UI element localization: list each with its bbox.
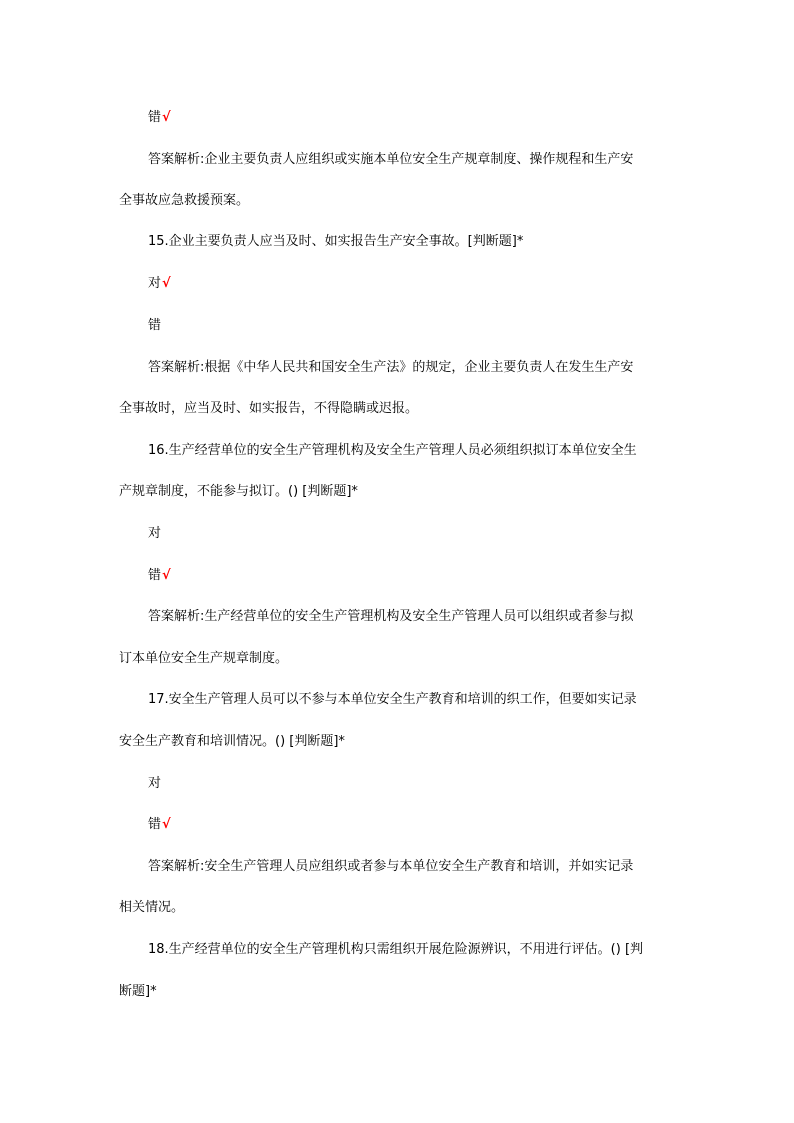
check-mark-icon: √ — [162, 568, 171, 583]
question-17-line-2: 安全生产教育和培训情况。() [判断题]* — [119, 734, 345, 749]
option-right: 对 — [148, 776, 162, 791]
answer-explanation-15-line-1: 答案解析:根据《中华人民共和国安全生产法》的规定，企业主要负责人在发生生产安 — [148, 360, 634, 375]
question-17-line-1: 17.安全生产管理人员可以不参与本单位安全生产教育和培训的织工作，但要如实记录 — [148, 692, 637, 707]
answer-explanation-17-line-2: 相关情况。 — [119, 900, 185, 915]
option-wrong-selected — [148, 108, 679, 128]
option-wrong-selected — [148, 815, 679, 835]
check-mark-icon: √ — [162, 817, 171, 832]
check-mark-icon: √ — [162, 110, 171, 125]
question-16-line-2: 产规章制度，不能参与拟订。() [判断题]* — [119, 484, 358, 499]
option-label: 错 — [148, 110, 162, 125]
answer-explanation-16-line-1: 答案解析:生产经营单位的安全生产管理机构及安全生产管理人员可以组织或者参与拟 — [148, 609, 634, 624]
answer-explanation-15-line-2: 全事故时，应当及时、如实报告，不得隐瞒或迟报。 — [119, 401, 419, 416]
question-18-line-1: 18.生产经营单位的安全生产管理机构只需组织开展危险源辨识，不用进行评估。() [判 — [148, 942, 644, 957]
option-wrong-selected — [148, 566, 679, 586]
option-right-selected — [148, 274, 679, 294]
question-16-line-1: 16.生产经营单位的安全生产管理机构及安全生产管理人员必须组织拟订本单位安全生 — [148, 443, 637, 458]
question-15: 15.企业主要负责人应当及时、如实报告生产安全事故。[判断题]* — [148, 234, 524, 249]
check-mark-icon: √ — [162, 276, 171, 291]
answer-explanation-17-line-1: 答案解析:安全生产管理人员应组织或者参与本单位安全生产教育和培训，并如实记录 — [148, 859, 634, 874]
option-right: 对 — [148, 526, 162, 541]
answer-explanation-14-line-1: 答案解析:企业主要负责人应组织或实施本单位安全生产规章制度、操作规程和生产安 — [148, 152, 634, 167]
option-label: 错 — [148, 568, 162, 583]
option-label: 错 — [148, 817, 162, 832]
answer-explanation-14-line-2: 全事故应急救援预案。 — [119, 193, 250, 208]
question-18-line-2: 断题]* — [119, 984, 157, 999]
answer-explanation-16-line-2: 订本单位安全生产规章制度。 — [119, 651, 289, 666]
option-wrong: 错 — [148, 318, 162, 333]
option-label: 对 — [148, 276, 162, 291]
